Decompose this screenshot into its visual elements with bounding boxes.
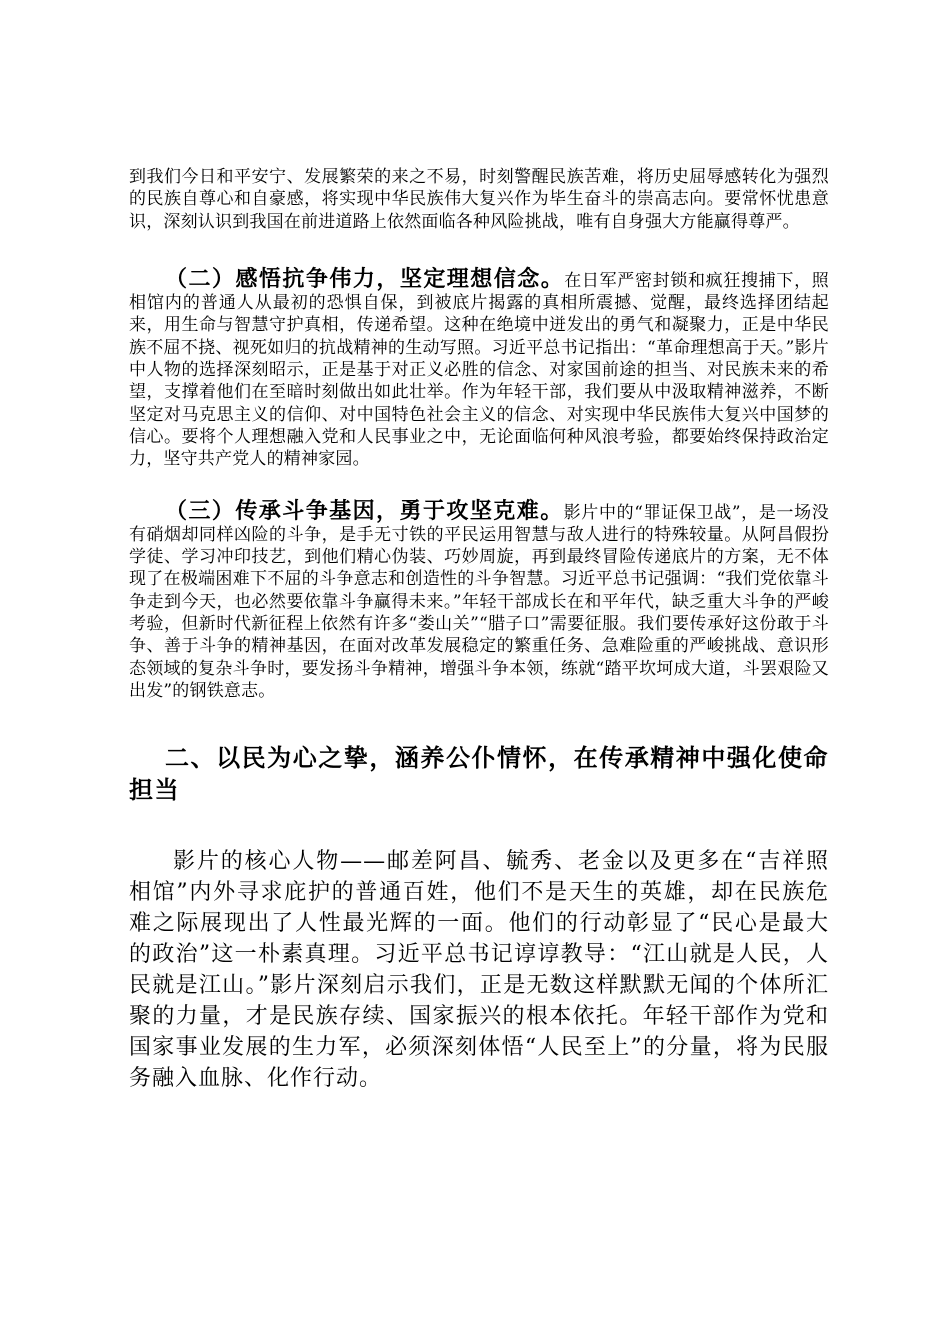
subheading-three: （三）传承斗争基因，勇于攻坚克难。 <box>165 498 564 524</box>
paragraph-spacer <box>129 233 829 269</box>
paragraph-spacer <box>129 806 829 846</box>
section-paragraph-two <box>129 266 829 471</box>
section-paragraph-three <box>129 498 829 703</box>
paragraph-spacer <box>129 471 829 501</box>
paragraph-spacer <box>129 702 829 742</box>
section-two-body: 在日军严密封锁和疯狂搜捕下，照相馆内的普通人从最初的恐惧自保，到被底片揭露的真相所震撼、觉醒，最终选择团结起来，用生命与智慧守护真相，传递希望。这种在绝境中迸发出的勇气和凝聚力，正是中华民族不屈不挠、视死如归的抗战精神的生动写照。习近平总书记指出：“革命理想高于天。”影片中人物的选择深刻昭示，正是基于对正义必胜的信念、对家国前途的担当、对民族未来的希望，支撑着他们在至暗时刻做出如此壮举。作为年轻干部，我们要从中汲取精神滋养，不断坚定对马克思主义的信仰、对中国特色社会主义的信念、对实现中华民族伟大复兴中国梦的信心。要将个人理想融入党和人民事业之中，无论面临何种风浪考验，都要始终保持政治定力，坚守共产党人的精神家园。 <box>129 270 829 470</box>
body-paragraph-continued: 到我们今日和平安宁、发展繁荣的来之不易，时刻警醒民族苦难，将历史屈辱感转化为强烈的民族自尊心和自豪感，将实现中华民族伟大复兴作为毕生奋斗的崇高志向。要常怀忧患意识，深刻认识到我国在前进道路上依然面临各种风险挑战，唯有自身强大方能赢得尊严。 <box>129 167 829 232</box>
document-page <box>129 166 829 1094</box>
subheading-two: （二）感悟抗争伟力，坚定理想信念。 <box>165 266 565 292</box>
chapter-heading-two: 二、以民为心之挚，涵养公仆情怀，在传承精神中强化使命担当 <box>129 744 829 805</box>
section-three-body: 影片中的“罪证保卫战”，是一场没有硝烟却同样凶险的斗争，是手无寸铁的平民运用智慧与敌人进行的特殊较量。从阿昌假扮学徒、学习冲印技艺，到他们精心伪装、巧妙周旋，再到最终冒险传递底片的方案，无不体现了在极端困难下不屈的斗争意志和创造性的斗争智慧。习近平总书记强调：“我们党依靠斗争走到今天，也必然要依靠斗争赢得未来。”年轻干部成长在和平年代，缺乏重大斗争的严峻考验，但新时代新征程上依然有许多“娄山关”“腊子口”需要征服。我们要传承好这份敢于斗争、善于斗争的精神基因，在面对改革发展稳定的繁重任务、急难险重的严峻挑战、意识形态领域的复杂斗争时，要发扬斗争精神，增强斗争本领，练就“踏平坎坷成大道，斗罢艰险又出发”的钢铁意志。 <box>129 502 829 701</box>
body-paragraph-large: 影片的核心人物——邮差阿昌、毓秀、老金以及更多在“吉祥照相馆”内外寻求庇护的普通百姓，他们不是天生的英雄，却在民族危难之际展现出了人性最光辉的一面。他们的行动彰显了“民心是最大的政治”这一朴素真理。习近平总书记谆谆教导：“江山就是人民，人民就是江山。”影片深刻启示我们，正是无数这样默默无闻的个体所汇聚的力量，才是民族存续、国家振兴的根本依托。年轻干部作为党和国家事业发展的生力军，必须深刻体悟“人民至上”的分量，将为民服务融入血脉、化作行动。 <box>129 849 829 1092</box>
